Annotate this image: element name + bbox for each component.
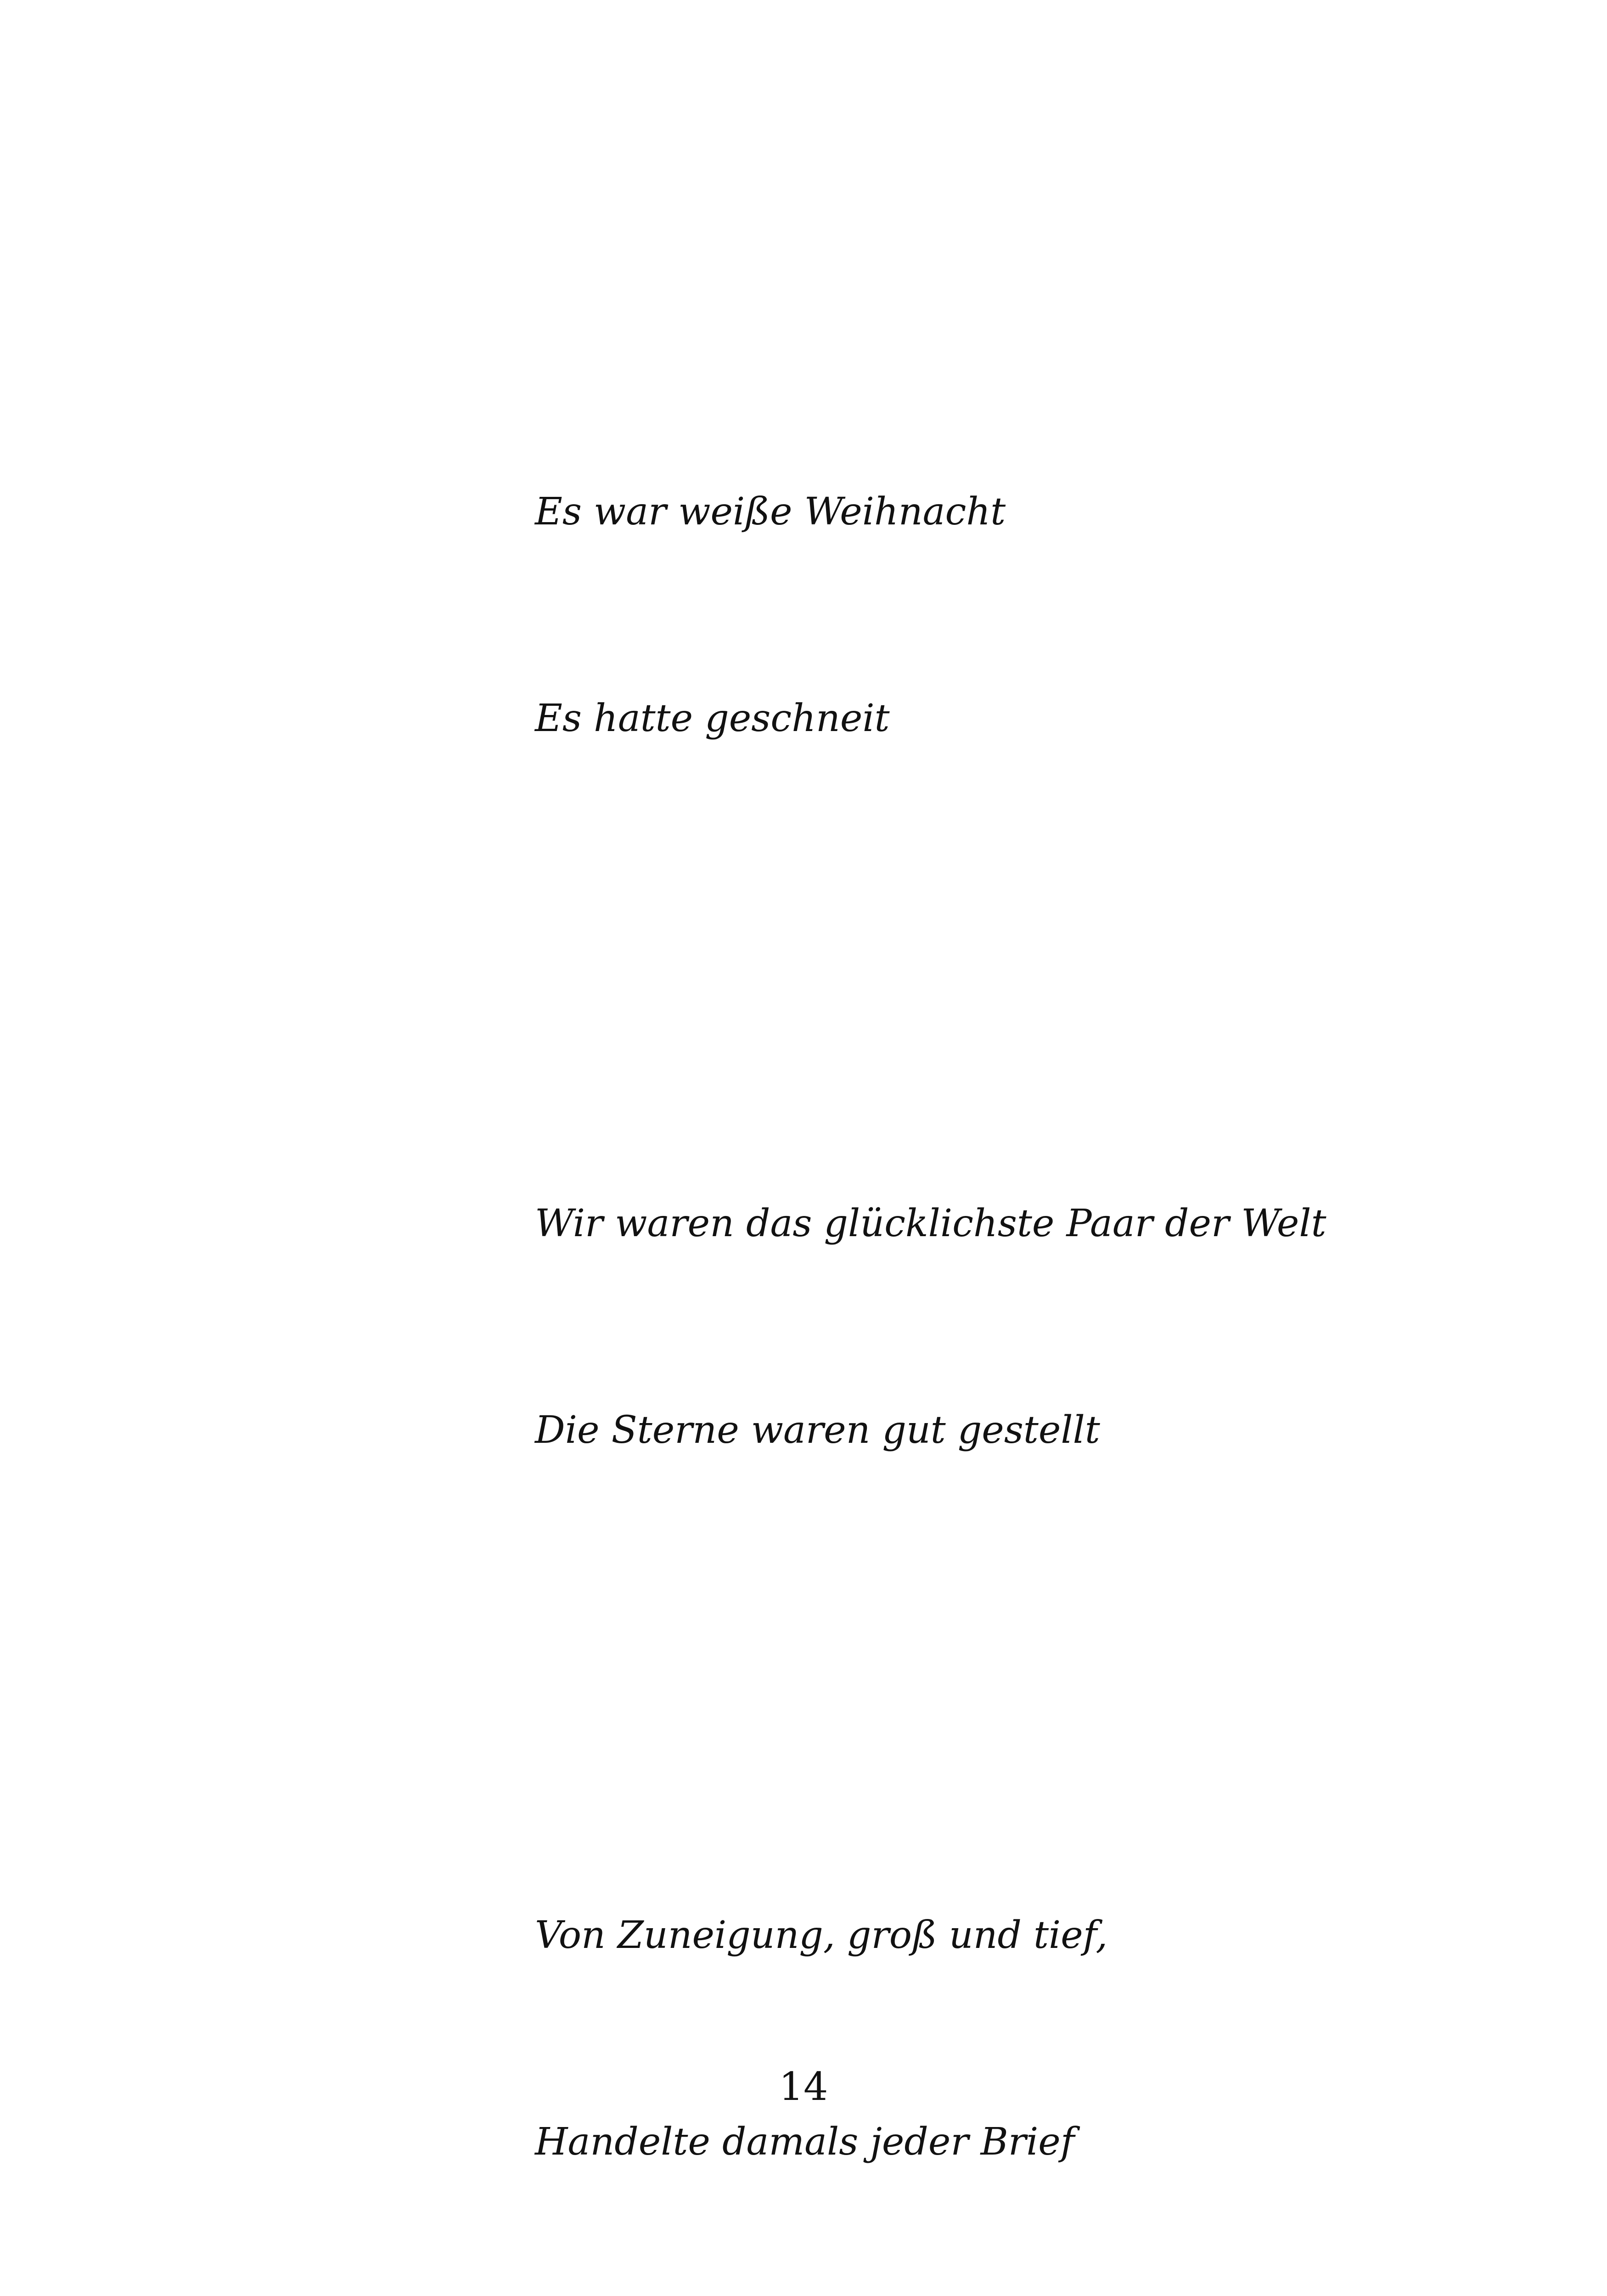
poem-line: Handelte damals jeder Brief: [535, 2120, 1075, 2164]
stanza-3: [535, 1763, 1545, 2296]
poem-line: Wir waren das glücklichste Paar der Welt: [535, 1202, 1326, 1245]
stanza-2: [535, 1052, 1545, 1603]
poem-line: Es war weiße Weihnacht: [535, 490, 1006, 534]
poem-line: Von Zuneigung, groß und tief,: [535, 1913, 1108, 1957]
poem: [535, 202, 1545, 2296]
stanza-1: [535, 340, 1545, 891]
poem-line: Es hatte geschneit: [535, 697, 890, 740]
page-number: 14: [779, 2064, 828, 2109]
poem-line: Die Sterne waren gut gestellt: [535, 1408, 1100, 1452]
